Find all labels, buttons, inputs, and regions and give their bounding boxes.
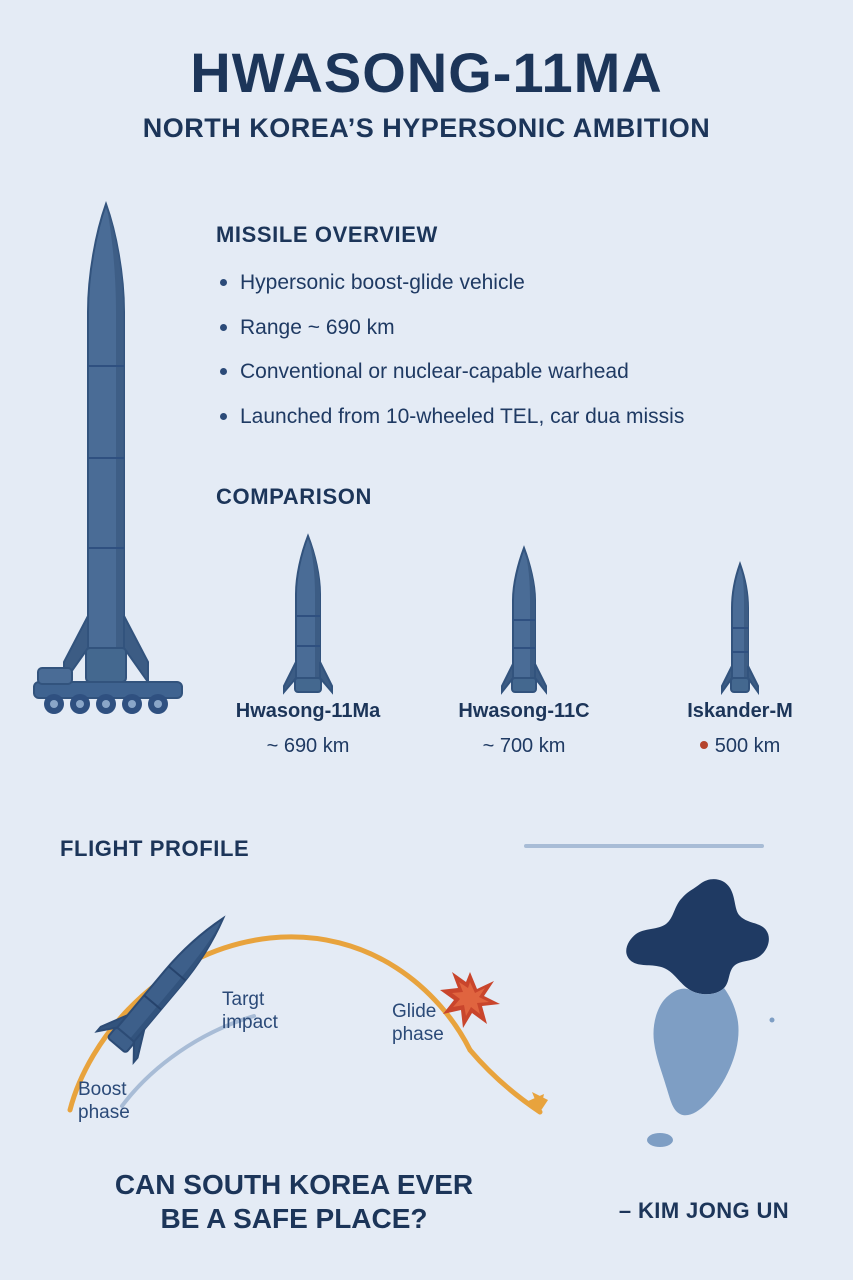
comparison-item-name: Hwasong-11C	[458, 700, 590, 722]
kim-jong-un-credit: – KIM JONG UN	[618, 1198, 790, 1223]
missile-overview-heading: MISSILE OVERVIEW	[216, 222, 438, 247]
missile-in-flight-icon	[97, 903, 242, 1063]
comparison-item-hwasong-11ma	[208, 520, 408, 758]
page-title: HWASONG-11MA	[190, 41, 663, 104]
target-impact-label: Targt impact	[222, 989, 278, 1034]
header	[0, 41, 853, 144]
glide-phase-label: Glide phase	[392, 1001, 444, 1046]
comparison-item-name: Iskander-M	[687, 700, 793, 722]
missile-overview-list	[216, 270, 816, 429]
list-item: Hypersonic boost-glide vehicle	[216, 270, 816, 296]
comparison-item-iskander-m	[640, 520, 840, 758]
missile-body-group	[64, 204, 148, 682]
divider	[524, 844, 764, 848]
list-item: Launched from 10-wheeled TEL, car dua missis	[216, 404, 816, 430]
list-item: Range ~ 690 km	[216, 315, 816, 341]
comparison-item-hwasong-11c	[424, 520, 624, 758]
page-subtitle: NORTH KOREA’S HYPERSONIC AMBITION	[142, 112, 711, 143]
hwasong-11c-small-icon	[424, 520, 624, 700]
comparison-row	[200, 520, 840, 780]
hwasong-11ma-illustration	[28, 196, 208, 716]
south-korea-shape	[653, 988, 738, 1115]
range-marker-dot	[700, 741, 708, 749]
missile-overview-section	[216, 222, 816, 448]
comparison-item-range	[640, 735, 840, 758]
comparison-item-range: ~ 690 km	[266, 735, 350, 757]
list-item: Conventional or nuclear-capable warhead	[216, 359, 816, 385]
comparison-item-range: ~ 700 km	[482, 735, 566, 757]
iskander-m-small-icon	[640, 520, 840, 700]
comparison-item-name: Hwasong-11Ma	[235, 700, 381, 722]
flight-profile-heading: FLIGHT PROFILE	[60, 836, 250, 861]
islet-dot	[770, 1018, 775, 1023]
hwasong-11ma-small-icon	[208, 520, 408, 700]
north-korea-shape	[626, 879, 769, 994]
korea-peninsula-map	[588, 872, 828, 1172]
jeju-island-shape	[647, 1133, 673, 1147]
range-value: 500 km	[714, 735, 781, 757]
boost-phase-label: Boost phase	[78, 1079, 130, 1124]
comparison-heading: COMPARISON	[216, 484, 372, 509]
footer-question: CAN SOUTH KOREA EVER BE A SAFE PLACE?	[114, 1169, 474, 1235]
